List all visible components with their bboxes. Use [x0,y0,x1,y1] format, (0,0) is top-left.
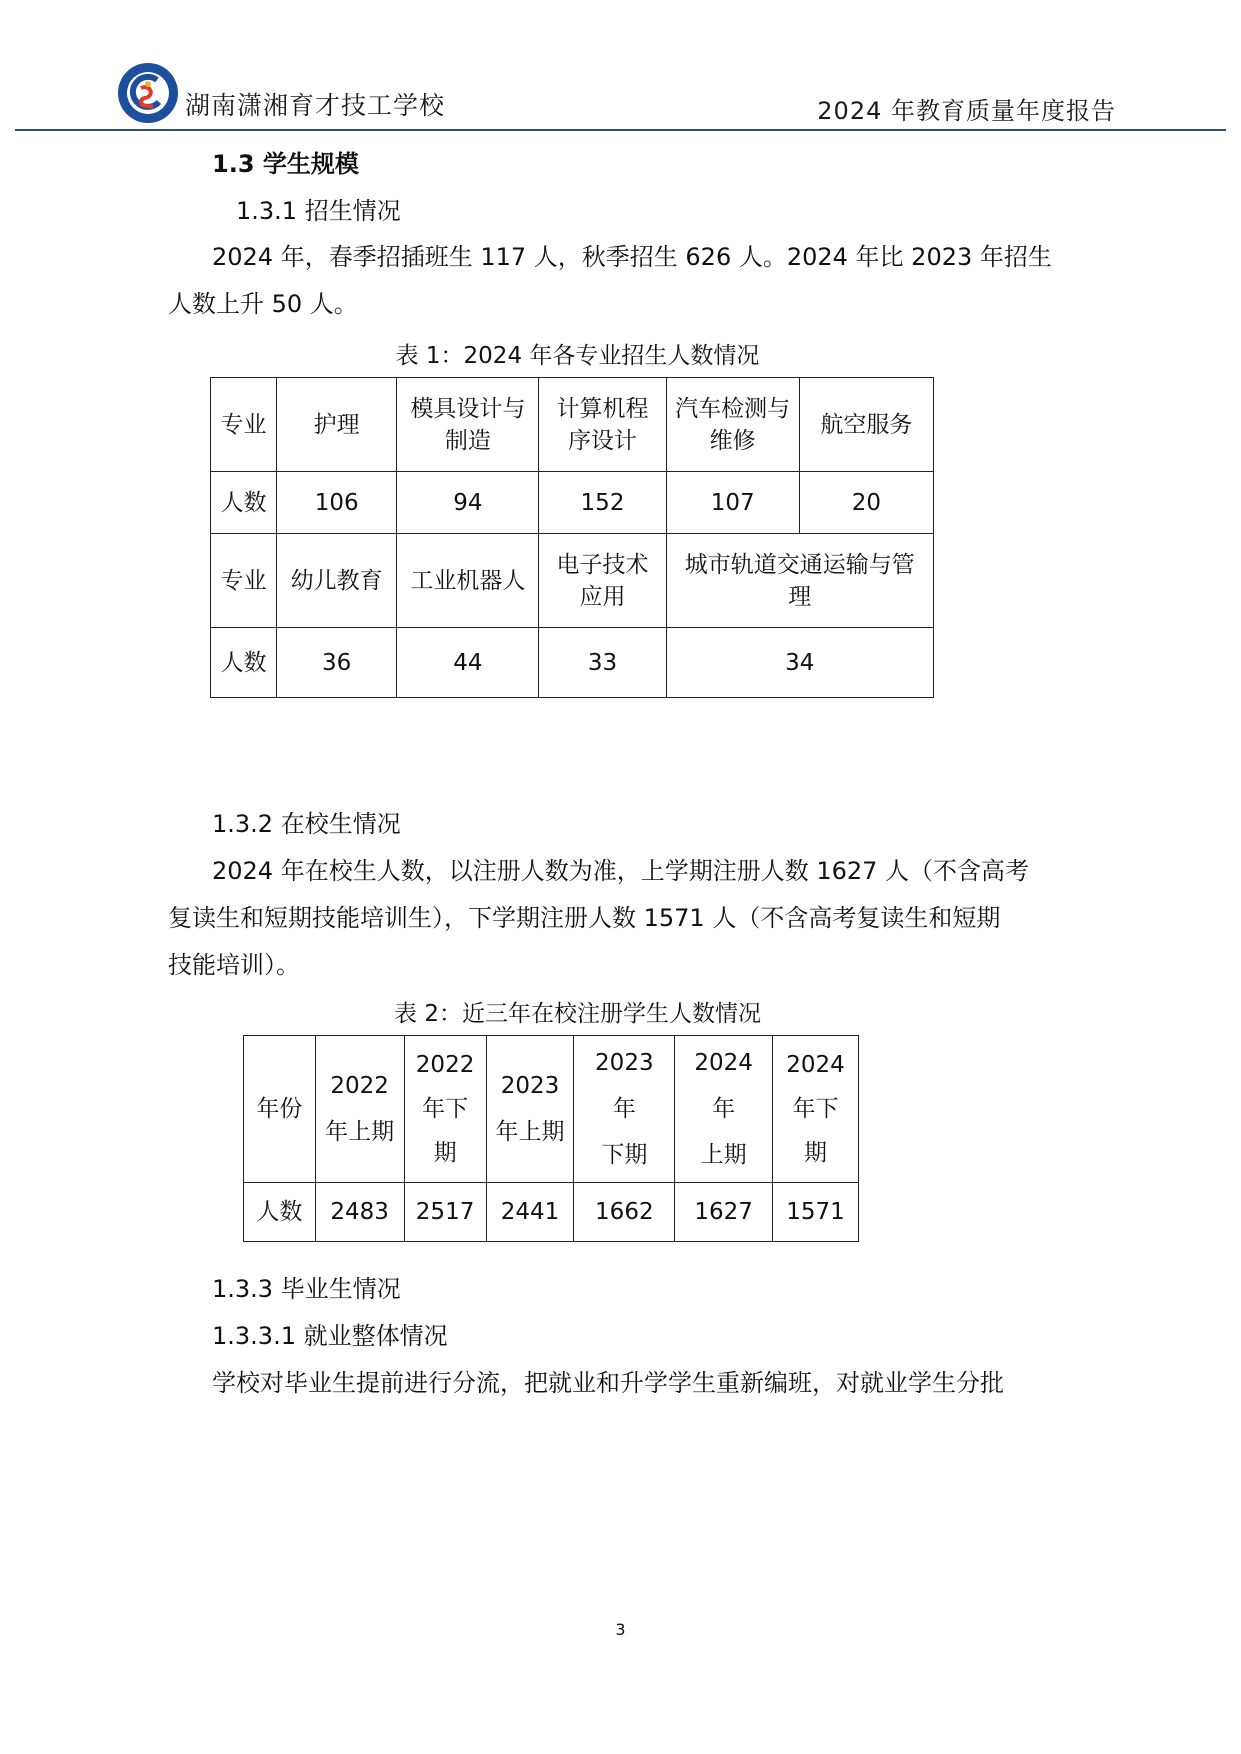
year-cell-text: 2022 年上期 [325,1073,395,1145]
year-cell-text: 2023 年上期 [495,1073,565,1145]
school-logo [117,62,179,124]
count-cell: 20 [799,472,933,534]
count-cell: 1627 [675,1183,773,1242]
count-cell: 2483 [315,1183,404,1242]
enrollment-table [210,377,934,698]
major-cell [666,378,799,472]
table-caption: 表 1：2024 年各专业招生人数情况 [395,343,760,369]
count-cell: 2517 [404,1183,486,1242]
header-divider [15,129,1226,131]
major-cell: 工业机器人 [397,534,539,628]
year-cell-text: 2024 年下 期 [786,1052,845,1166]
page-number: 3 [615,1620,626,1639]
major-cell [539,378,666,472]
paragraph-line: 技能培训）。 [168,951,300,979]
year-cell [675,1036,773,1183]
subsection-title: 1.3.1 招生情况 [236,197,401,225]
subsection-title: 1.3.3 毕业生情况 [212,1275,401,1303]
table-row [211,378,934,472]
count-cell: 2441 [486,1183,574,1242]
count-cell: 36 [277,628,397,698]
year-cell-text: 2023 年 下期 [595,1050,654,1168]
major-cell [539,534,666,628]
major-cell-text: 电子技术 应用 [556,551,649,610]
paragraph-line: 人数上升 50 人。 [168,290,358,318]
count-cell: 1662 [574,1183,675,1242]
year-cell [404,1036,486,1183]
major-cell [397,378,539,472]
row-header: 专业 [211,378,277,472]
major-cell-text: 模具设计与 制造 [410,395,526,454]
paragraph-line: 2024 年，春季招插班生 117 人，秋季招生 626 人。2024 年比 2023 年招生 [212,243,1052,271]
section-title: 1.3 学生规模 [212,150,359,178]
row-header: 人数 [211,472,277,534]
major-cell-text: 计算机程 序设计 [556,395,649,454]
paragraph-line: 2024 年在校生人数，以注册人数为准，上学期注册人数 1627 人（不含高考 [212,857,1030,885]
row-header: 人数 [244,1183,316,1242]
year-cell [486,1036,574,1183]
major-cell-text: 汽车检测与 维修 [675,395,791,454]
paragraph-line: 学校对毕业生提前进行分流，把就业和升学学生重新编班，对就业学生分批 [212,1369,1004,1397]
year-cell [773,1036,859,1183]
count-cell: 34 [666,628,933,698]
count-cell: 44 [397,628,539,698]
report-title: 2024 年教育质量年度报告 [817,97,1116,125]
year-cell [315,1036,404,1183]
year-cell [574,1036,675,1183]
year-cell-text: 2024 年 上期 [694,1050,753,1168]
count-cell: 94 [397,472,539,534]
row-header: 人数 [211,628,277,698]
subsection-title: 1.3.2 在校生情况 [212,810,401,838]
count-cell: 106 [277,472,397,534]
row-header: 年份 [244,1036,316,1183]
major-cell: 城市轨道交通运输与管理 [666,534,933,628]
table-caption: 表 2：近三年在校注册学生人数情况 [394,1001,761,1027]
table-row [211,472,934,534]
count-cell: 33 [539,628,666,698]
table-row [211,534,934,628]
count-cell: 152 [539,472,666,534]
registered-students-table [243,1035,859,1242]
count-cell: 107 [666,472,799,534]
major-cell: 护理 [277,378,397,472]
year-cell-text: 2022 年下 期 [415,1052,475,1166]
table-row [244,1183,859,1242]
table-row [244,1036,859,1183]
major-cell: 航空服务 [799,378,933,472]
count-cell: 1571 [773,1183,859,1242]
paragraph-line: 复读生和短期技能培训生），下学期注册人数 1571 人（不含高考复读生和短期 [168,904,1001,932]
row-header: 专业 [211,534,277,628]
school-name: 湖南潇湘育才技工学校 [185,91,446,120]
major-cell: 幼儿教育 [277,534,397,628]
subsection-title: 1.3.3.1 就业整体情况 [212,1322,448,1350]
table-row [211,628,934,698]
